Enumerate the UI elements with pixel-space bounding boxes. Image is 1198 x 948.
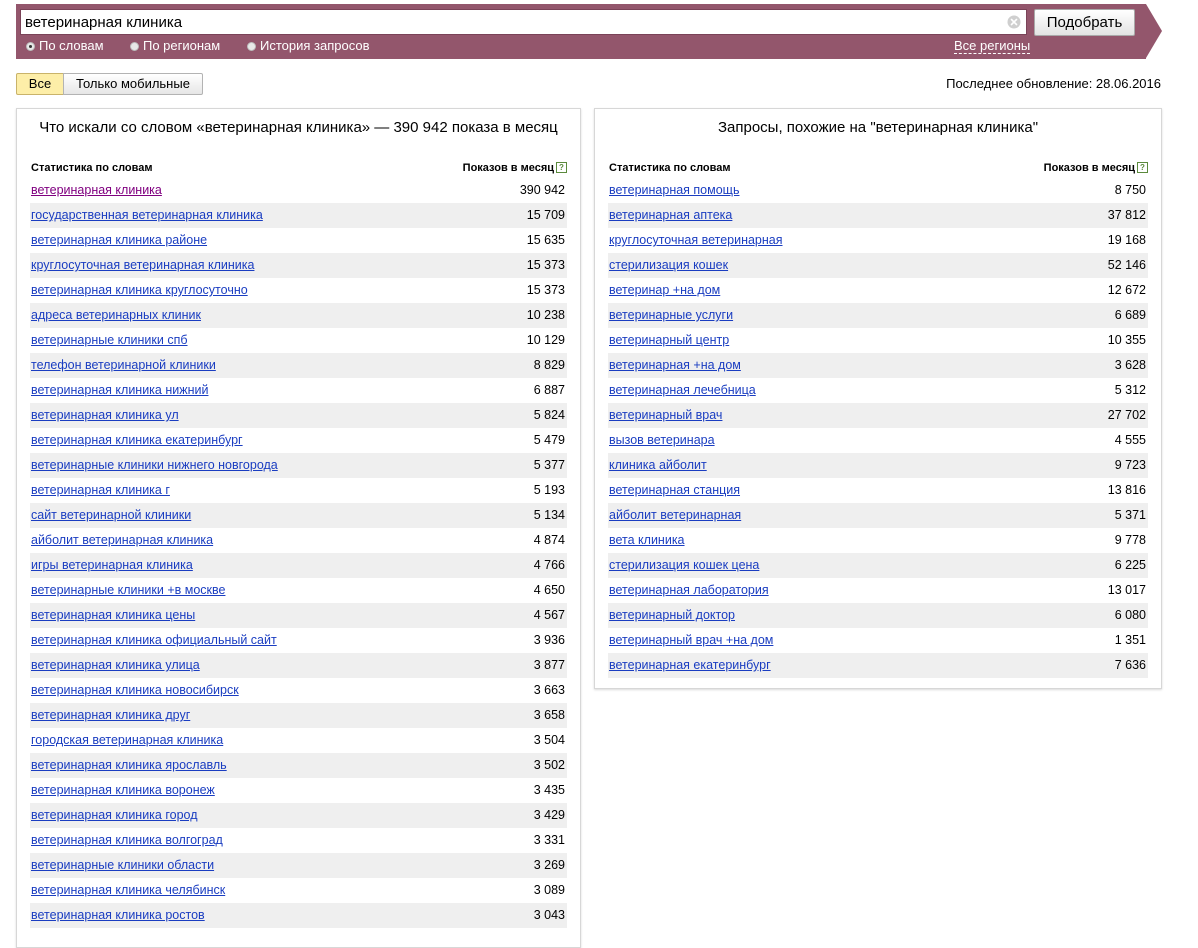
- table-row: [608, 553, 1148, 578]
- last-update-text: Последнее обновление: 28.06.2016: [946, 76, 1161, 91]
- keyword-link[interactable]: ветеринарная клиника воронеж: [31, 783, 215, 797]
- table-row: [30, 853, 567, 878]
- table-row: [30, 478, 567, 503]
- impressions-count: 6 225: [1114, 558, 1146, 572]
- keyword-link[interactable]: городская ветеринарная клиника: [31, 733, 224, 747]
- keyword-link[interactable]: ветеринар +на дом: [609, 283, 721, 297]
- table-row: [30, 503, 567, 528]
- impressions-count: 13 816: [1107, 483, 1146, 497]
- impressions-count: 5 312: [1114, 383, 1146, 397]
- keyword-link[interactable]: ветеринарная клиника екатеринбург: [31, 433, 243, 447]
- impressions-count: 3 331: [533, 833, 565, 847]
- table-row: [30, 353, 567, 378]
- impressions-count: 3 658: [533, 708, 565, 722]
- keyword-link[interactable]: ветеринарная екатеринбург: [609, 658, 771, 672]
- keyword-link[interactable]: круглосуточная ветеринарная: [609, 233, 783, 247]
- table-header: [30, 162, 567, 176]
- search-box[interactable]: [20, 9, 1027, 35]
- impressions-count: 5 824: [533, 408, 565, 422]
- impressions-count: 6 887: [533, 383, 565, 397]
- table-row: [30, 403, 567, 428]
- keyword-link[interactable]: ветеринарная клиника круглосуточно: [31, 283, 248, 297]
- keyword-link[interactable]: ветеринарный центр: [609, 333, 730, 347]
- table-row: [30, 878, 567, 903]
- table-row: [30, 553, 567, 578]
- keyword-link[interactable]: ветеринарная помощь: [609, 183, 740, 197]
- column-count-label: Показов в месяц: [462, 162, 554, 174]
- table-row: [608, 403, 1148, 428]
- impressions-count: 1 351: [1114, 633, 1146, 647]
- impressions-count: 3 429: [533, 808, 565, 822]
- keyword-link[interactable]: ветеринарная клиника новосибирск: [31, 683, 239, 697]
- keyword-link[interactable]: государственная ветеринарная клиника: [31, 208, 263, 222]
- impressions-count: 12 672: [1107, 283, 1146, 297]
- impressions-count: 3 269: [533, 858, 565, 872]
- impressions-count: 15 709: [526, 208, 565, 222]
- keyword-link[interactable]: ветеринарный доктор: [609, 608, 736, 622]
- impressions-count: 9 778: [1114, 533, 1146, 547]
- table-row: [608, 453, 1148, 478]
- keyword-link[interactable]: вызов ветеринара: [609, 433, 715, 447]
- keyword-link[interactable]: ветеринарная клиника челябинск: [31, 883, 226, 897]
- filter-all-button[interactable]: Все: [16, 73, 64, 95]
- keyword-link[interactable]: ветеринарные клиники +в москве: [31, 583, 226, 597]
- keyword-link[interactable]: ветеринарная клиника улица: [31, 658, 200, 672]
- table-row: [608, 353, 1148, 378]
- table-row: [30, 753, 567, 778]
- keyword-link[interactable]: ветеринарный врач +на дом: [609, 633, 774, 647]
- keyword-link[interactable]: ветеринарная станция: [609, 483, 741, 497]
- radio-unchecked-icon: [130, 42, 139, 51]
- table-row: [30, 253, 567, 278]
- table-row: [608, 528, 1148, 553]
- keyword-link[interactable]: ветеринарная клиника г: [31, 483, 170, 497]
- impressions-count: 27 702: [1107, 408, 1146, 422]
- keyword-link[interactable]: ветеринарные клиники области: [31, 858, 215, 872]
- keyword-link[interactable]: ветеринарные услуги: [609, 308, 734, 322]
- table-row: [608, 328, 1148, 353]
- table-row: [30, 278, 567, 303]
- impressions-count: 9 723: [1114, 458, 1146, 472]
- table-row: [30, 603, 567, 628]
- table-row: [30, 903, 567, 928]
- impressions-count: 3 502: [533, 758, 565, 772]
- keyword-table: [30, 178, 567, 928]
- radio-history[interactable]: [247, 38, 370, 54]
- submit-button[interactable]: Подобрать: [1034, 9, 1135, 36]
- table-row: [608, 578, 1148, 603]
- table-row: [608, 178, 1148, 203]
- panel-title: Что искали со словом «ветеринарная клиника» — 390 942 показа в месяц: [39, 119, 558, 136]
- table-row: [30, 528, 567, 553]
- impressions-count: 5 479: [533, 433, 565, 447]
- table-row: [608, 628, 1148, 653]
- table-row: [30, 228, 567, 253]
- table-row: [30, 328, 567, 353]
- impressions-count: 13 017: [1107, 583, 1146, 597]
- table-row: [30, 653, 567, 678]
- impressions-count: 3 504: [533, 733, 565, 747]
- radio-unchecked-icon: [247, 42, 256, 51]
- table-row: [608, 603, 1148, 628]
- impressions-count: 15 373: [526, 283, 565, 297]
- impressions-count: 3 663: [533, 683, 565, 697]
- keyword-link[interactable]: ветеринарная клиника официальный сайт: [31, 633, 277, 647]
- impressions-count: 7 636: [1114, 658, 1146, 672]
- table-row: [608, 653, 1148, 678]
- table-row: [608, 303, 1148, 328]
- impressions-count: 4 555: [1114, 433, 1146, 447]
- keyword-link[interactable]: ветеринарная клиника город: [31, 808, 198, 822]
- impressions-count: 3 435: [533, 783, 565, 797]
- keyword-link[interactable]: айболит ветеринарная клиника: [31, 533, 214, 547]
- keyword-link[interactable]: ветеринарная клиника друг: [31, 708, 191, 722]
- impressions-count: 390 942: [519, 183, 565, 197]
- table-row: [30, 678, 567, 703]
- table-header: [608, 162, 1148, 176]
- table-row: [608, 203, 1148, 228]
- keyword-link[interactable]: сайт ветеринарной клиники: [31, 508, 192, 522]
- column-count: [1044, 162, 1148, 174]
- keyword-link[interactable]: ветеринарная клиника цены: [31, 608, 196, 622]
- keyword-link[interactable]: ветеринарная клиника ростов: [31, 908, 205, 922]
- table-row: [608, 278, 1148, 303]
- table-row: [30, 728, 567, 753]
- keyword-link[interactable]: ветеринарная клиника ул: [31, 408, 179, 422]
- keyword-link[interactable]: ветеринарный врач: [609, 408, 723, 422]
- table-row: [30, 453, 567, 478]
- help-icon[interactable]: ?: [1137, 162, 1148, 173]
- table-row: [608, 253, 1148, 278]
- keyword-link[interactable]: игры ветеринарная клиника: [31, 558, 193, 572]
- table-row: [608, 478, 1148, 503]
- impressions-count: 4 874: [533, 533, 565, 547]
- impressions-count: 52 146: [1107, 258, 1146, 272]
- keyword-link[interactable]: ветеринарная клиника нижний: [31, 383, 209, 397]
- impressions-count: 3 628: [1114, 358, 1146, 372]
- impressions-count: 15 635: [526, 233, 565, 247]
- keyword-link[interactable]: стерилизация кошек цена: [609, 558, 760, 572]
- radio-label: По словам: [39, 38, 104, 53]
- radio-by-regions[interactable]: [130, 38, 220, 54]
- impressions-count: 37 812: [1107, 208, 1146, 222]
- table-row: [30, 828, 567, 853]
- impressions-count: 4 766: [533, 558, 565, 572]
- impressions-count: 6 080: [1114, 608, 1146, 622]
- column-count-label: Показов в месяц: [1043, 162, 1135, 174]
- keyword-link[interactable]: ветеринарная лаборатория: [609, 583, 769, 597]
- all-regions-link[interactable]: Все регионы: [954, 38, 1031, 53]
- keyword-link[interactable]: ветеринарная лечебница: [609, 383, 756, 397]
- impressions-count: 10 129: [526, 333, 565, 347]
- help-icon[interactable]: ?: [556, 162, 567, 173]
- table-row: [30, 628, 567, 653]
- table-row: [30, 303, 567, 328]
- table-row: [30, 378, 567, 403]
- impressions-count: 4 567: [533, 608, 565, 622]
- similar-queries-panel: [594, 108, 1162, 689]
- column-count: [463, 162, 567, 174]
- keyword-link[interactable]: ветеринарная клиника: [31, 183, 162, 197]
- table-row: [30, 803, 567, 828]
- column-keyword: Статистика по словам: [609, 162, 731, 174]
- similar-table: [608, 178, 1148, 678]
- keyword-link[interactable]: айболит ветеринарная: [609, 508, 742, 522]
- impressions-count: 8 829: [533, 358, 565, 372]
- column-keyword: Статистика по словам: [31, 162, 153, 174]
- keyword-link[interactable]: вета клиника: [609, 533, 685, 547]
- table-row: [30, 178, 567, 203]
- impressions-count: 5 193: [533, 483, 565, 497]
- table-row: [608, 428, 1148, 453]
- radio-checked-icon: [26, 42, 35, 51]
- keyword-link[interactable]: ветеринарная клиника волгоград: [31, 833, 223, 847]
- impressions-count: 5 134: [533, 508, 565, 522]
- radio-label: По регионам: [143, 38, 221, 53]
- impressions-count: 3 936: [533, 633, 565, 647]
- keyword-link[interactable]: ветеринарные клиники спб: [31, 333, 188, 347]
- keyword-link[interactable]: клиника айболит: [609, 458, 707, 472]
- impressions-count: 19 168: [1107, 233, 1146, 247]
- keyword-stats-panel: [16, 108, 581, 948]
- impressions-count: 4 650: [533, 583, 565, 597]
- table-row: [608, 503, 1148, 528]
- table-row: [30, 578, 567, 603]
- impressions-count: 15 373: [526, 258, 565, 272]
- keyword-link[interactable]: стерилизация кошек: [609, 258, 729, 272]
- keyword-link[interactable]: ветеринарная клиника ярославль: [31, 758, 227, 772]
- keyword-link[interactable]: телефон ветеринарной клиники: [31, 358, 216, 372]
- keyword-link[interactable]: круглосуточная ветеринарная клиника: [31, 258, 255, 272]
- table-row: [30, 428, 567, 453]
- table-row: [30, 203, 567, 228]
- impressions-count: 3 043: [533, 908, 565, 922]
- impressions-count: 8 750: [1114, 183, 1146, 197]
- table-row: [608, 378, 1148, 403]
- keyword-link[interactable]: ветеринарная +на дом: [609, 358, 741, 372]
- impressions-count: 5 371: [1114, 508, 1146, 522]
- impressions-count: 6 689: [1114, 308, 1146, 322]
- radio-label: История запросов: [260, 38, 370, 53]
- filter-mobile-button[interactable]: Только мобильные: [63, 73, 203, 95]
- keyword-link[interactable]: ветеринарная аптека: [609, 208, 733, 222]
- impressions-count: 10 355: [1107, 333, 1146, 347]
- table-row: [30, 778, 567, 803]
- impressions-count: 3 089: [533, 883, 565, 897]
- radio-by-words[interactable]: [26, 38, 104, 54]
- impressions-count: 3 877: [533, 658, 565, 672]
- impressions-count: 5 377: [533, 458, 565, 472]
- impressions-count: 10 238: [526, 308, 565, 322]
- clear-icon[interactable]: [1007, 15, 1021, 29]
- table-row: [608, 228, 1148, 253]
- keyword-link[interactable]: адреса ветеринарных клиник: [31, 308, 201, 322]
- table-row: [30, 703, 567, 728]
- search-bar-arrow: [1146, 4, 1162, 58]
- keyword-link[interactable]: ветеринарные клиники нижнего новгорода: [31, 458, 278, 472]
- keyword-link[interactable]: ветеринарная клиника районе: [31, 233, 208, 247]
- panel-title: Запросы, похожие на "ветеринарная клиника": [717, 119, 1039, 136]
- search-input[interactable]: [25, 12, 995, 32]
